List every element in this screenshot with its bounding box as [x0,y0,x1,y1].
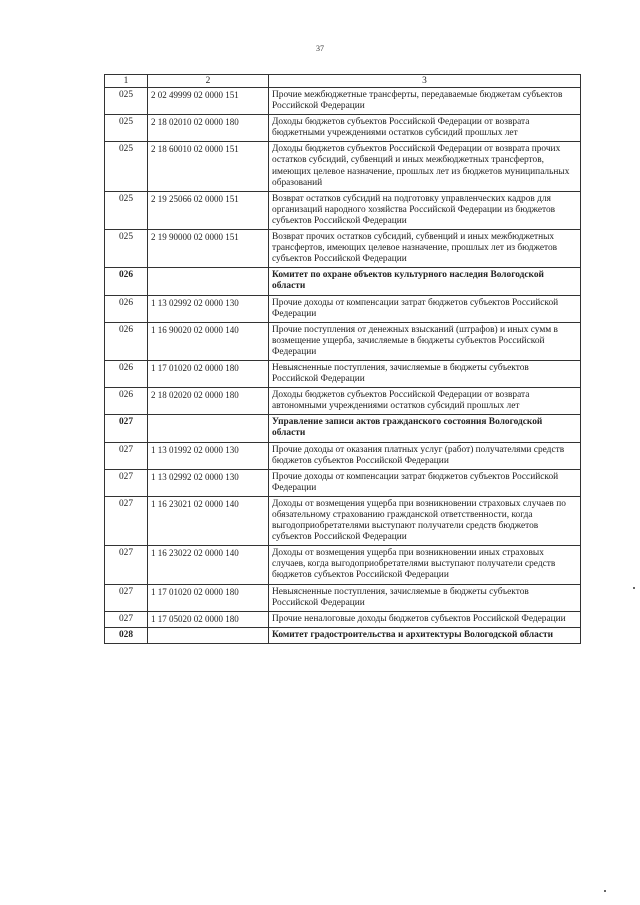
table-row [105,469,581,496]
revenue-name-cell: Доходы от возмещения ущерба при возникновении иных страховых случаев, когда выгодоприобретателями выступают получатели средств бюджетов субъектов Российской Федерации [269,546,581,584]
admin-code-cell: 026 [105,268,148,295]
table-section-heading-row [105,415,581,442]
revenue-code-cell: 1 16 23021 02 0000 140 [148,496,269,545]
page-number: 37 [316,44,324,53]
revenue-code-cell: 1 17 01020 02 0000 180 [148,584,269,611]
revenue-code-cell: 1 13 02992 02 0000 130 [148,469,269,496]
admin-code-cell: 025 [105,115,148,142]
column-header-3: 3 [269,75,581,88]
revenue-code-cell: 2 18 02010 02 0000 180 [148,115,269,142]
revenue-code-cell: 1 17 01020 02 0000 180 [148,360,269,387]
scan-speck [633,587,635,589]
revenue-name-cell: Прочие межбюджетные трансферты, передаваемые бюджетам субъектов Российской Федерации [269,88,581,115]
table-row [105,230,581,268]
revenue-name-cell: Доходы от возмещения ущерба при возникновении страховых случаев по обязательному страхованию гражданской ответственности, когда выгодоприобретателями выступают получатели средств бюджетов субъектов Российской Федерации [269,496,581,545]
revenue-code-cell: 2 19 25066 02 0000 151 [148,191,269,229]
admin-code-cell: 028 [105,627,148,643]
table-row [105,442,581,469]
revenue-name-cell: Невыясненные поступления, зачисляемые в бюджеты субъектов Российской Федерации [269,584,581,611]
revenue-name-cell: Доходы бюджетов субъектов Российской Федерации от возврата прочих остатков субсидий, субвенций и иных межбюджетных трансфертов, имеющих целевое назначение, прошлых лет из бюджетов муниципальных образований [269,142,581,191]
column-header-1: 1 [105,75,148,88]
table-row [105,546,581,584]
revenue-name-cell: Прочие неналоговые доходы бюджетов субъектов Российской Федерации [269,611,581,627]
revenue-name-cell: Доходы бюджетов субъектов Российской Федерации от возврата бюджетными учреждениями остатков субсидий прошлых лет [269,115,581,142]
admin-code-cell: 027 [105,496,148,545]
revenue-code-cell [148,627,269,643]
revenue-code-cell: 1 13 01992 02 0000 130 [148,442,269,469]
table-row [105,388,581,415]
admin-code-cell: 026 [105,388,148,415]
admin-code-cell: 026 [105,360,148,387]
table-row [105,295,581,322]
table-section-heading-row [105,268,581,295]
admin-code-cell: 027 [105,611,148,627]
table-row [105,88,581,115]
revenue-code-cell: 2 02 49999 02 0000 151 [148,88,269,115]
admin-code-cell: 025 [105,191,148,229]
revenue-code-cell [148,268,269,295]
scan-speck [604,890,606,892]
admin-code-cell: 025 [105,142,148,191]
table-row [105,115,581,142]
revenue-name-cell: Комитет градостроительства и архитектуры Вологодской области [269,627,581,643]
revenue-code-cell: 2 18 60010 02 0000 151 [148,142,269,191]
revenue-name-cell: Невыясненные поступления, зачисляемые в бюджеты субъектов Российской Федерации [269,360,581,387]
revenue-code-cell: 2 19 90000 02 0000 151 [148,230,269,268]
admin-code-cell: 027 [105,546,148,584]
revenue-name-cell: Прочие доходы от компенсации затрат бюджетов субъектов Российской Федерации [269,295,581,322]
admin-code-cell: 027 [105,584,148,611]
admin-code-cell: 027 [105,415,148,442]
admin-code-cell: 027 [105,442,148,469]
revenue-code-cell: 1 13 02992 02 0000 130 [148,295,269,322]
table-row [105,584,581,611]
table-row [105,191,581,229]
revenue-name-cell: Прочие доходы от оказания платных услуг (работ) получателями средств бюджетов субъектов Российской Федерации [269,442,581,469]
table-row [105,611,581,627]
table-row [105,496,581,545]
admin-code-cell: 027 [105,469,148,496]
table-header-row [105,75,581,88]
revenue-name-cell: Возврат остатков субсидий на подготовку управленческих кадров для организаций народного хозяйства Российской Федерации из бюджетов субъектов Российской Федерации [269,191,581,229]
revenue-code-cell: 2 18 02020 02 0000 180 [148,388,269,415]
column-header-2: 2 [148,75,269,88]
revenue-name-cell: Доходы бюджетов субъектов Российской Федерации от возврата автономными учреждениями остатков субсидий прошлых лет [269,388,581,415]
revenue-name-cell: Прочие доходы от компенсации затрат бюджетов субъектов Российской Федерации [269,469,581,496]
revenue-code-cell: 1 16 90020 02 0000 140 [148,322,269,360]
table-row [105,142,581,191]
table-row [105,360,581,387]
revenue-code-cell: 1 16 23022 02 0000 140 [148,546,269,584]
revenue-name-cell: Управление записи актов гражданского состояния Вологодской области [269,415,581,442]
revenue-name-cell: Возврат прочих остатков субсидий, субвенций и иных межбюджетных трансфертов, имеющих целевое назначение, прошлых лет из бюджетов субъектов Российской Федерации [269,230,581,268]
revenue-code-cell: 1 17 05020 02 0000 180 [148,611,269,627]
revenue-code-cell [148,415,269,442]
admin-code-cell: 026 [105,322,148,360]
admin-code-cell: 025 [105,230,148,268]
table-section-heading-row [105,627,581,643]
budget-revenue-table [104,74,581,644]
table-body [105,88,581,644]
revenue-name-cell: Комитет по охране объектов культурного наследия Вологодской области [269,268,581,295]
admin-code-cell: 025 [105,88,148,115]
admin-code-cell: 026 [105,295,148,322]
table-row [105,322,581,360]
revenue-name-cell: Прочие поступления от денежных взысканий (штрафов) и иных сумм в возмещение ущерба, зачисляемые в бюджеты субъектов Российской Федерации [269,322,581,360]
